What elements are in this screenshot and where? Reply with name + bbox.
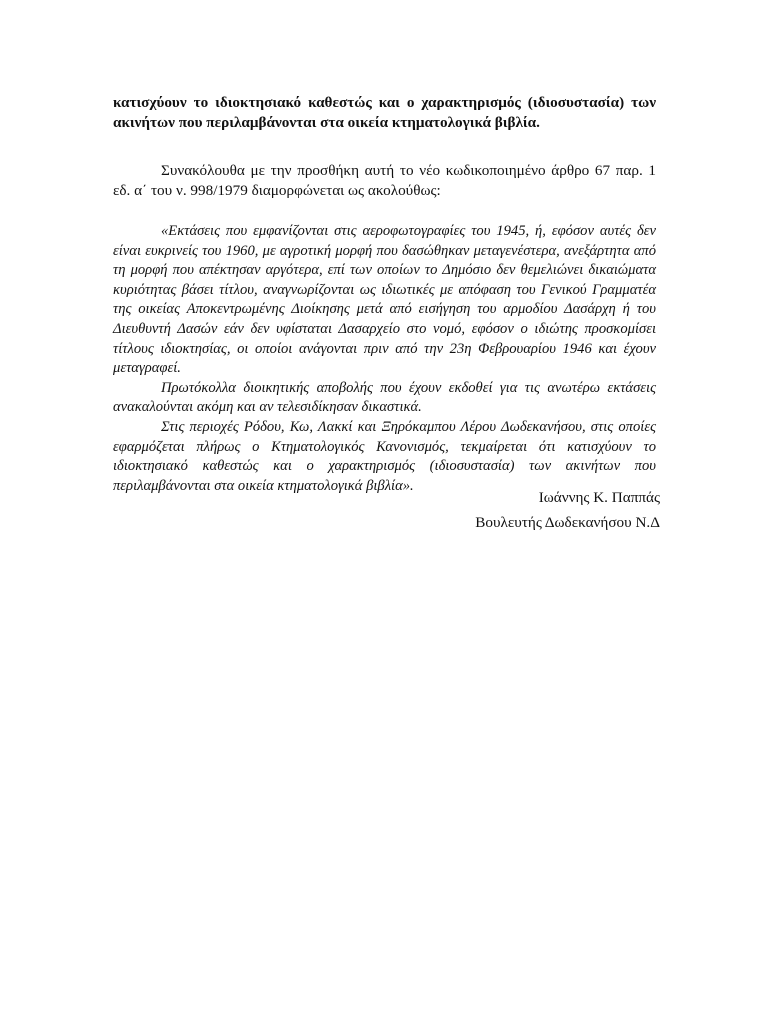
intro-paragraph: Συνακόλουθα με την προσθήκη αυτή το νέο κωδικοποιημένο άρθρο 67 παρ. 1 εδ. α΄ του ν. 998/1979 διαμορφώνεται ως ακολούθως: (113, 162, 656, 199)
document-body (113, 93, 656, 496)
quote-paragraph-3: Στις περιοχές Ρόδου, Κω, Λακκί και Ξηρόκαμπου Λέρου Δωδεκανήσου, στις οποίες εφαρμόζεται πλήρως ο Κτηματολογικός Κανονισμός, τεκμαίρεται ότι κατισχύουν το ιδιοκτησιακό καθεστώς και ο χαρακτηρισμός (ιδιοσυστασία) των ακινήτων που περιλαμβάνονται στα οικεία κτηματολογικά βιβλία». (113, 418, 656, 494)
signatory-name: Ιωάννης Κ. Παππάς (538, 489, 660, 506)
quote-paragraph-2: Πρωτόκολλα διοικητικής αποβολής που έχουν εκδοθεί για τις ανωτέρω εκτάσεις ανακαλούνται ακόμη και αν τελεσιδίκησαν δικαστικά. (113, 379, 656, 416)
signature-block (430, 485, 660, 535)
bold-paragraph: κατισχύουν το ιδιοκτησιακό καθεστώς και ο χαρακτηρισμός (ιδιοσυστασία) των ακινήτων που περιλαμβάνονται στα οικεία κτηματολογικά βιβλία. (113, 94, 656, 131)
signatory-title: Βουλευτής Δωδεκανήσου Ν.Δ (475, 514, 660, 531)
quote-paragraph-1: «Εκτάσεις που εμφανίζονται στις αεροφωτογραφίες του 1945, ή, εφόσον αυτές δεν είναι ευκρινείς του 1960, με αγροτική μορφή που δασώθηκαν μεταγενέστερα, ανεξάρτητα από τη μορφή που απέκτησαν αργότερα, επί των οποίων το Δημόσιο δεν θεμελιώνει δικαιώματα κυριότητας βάσει τίτλου, αναγνωρίζονται ως ιδιωτικές με απόφαση του Γενικού Γραμματέα της οικείας Αποκεντρωμένης Διοίκησης μετά από εισήγηση του αρμοδίου Δασάρχη ή του Διευθυντή Δασών εάν δεν υφίσταται Δασαρχείο στο νομό, εφόσον ο ιδιώτης προσκομίσει τίτλους ιδιοκτησίας, οι οποίοι ανάγονται πριν από την 23η Φεβρουαρίου 1946 και έχουν μεταγραφεί. (113, 223, 656, 377)
quoted-article (113, 222, 656, 496)
